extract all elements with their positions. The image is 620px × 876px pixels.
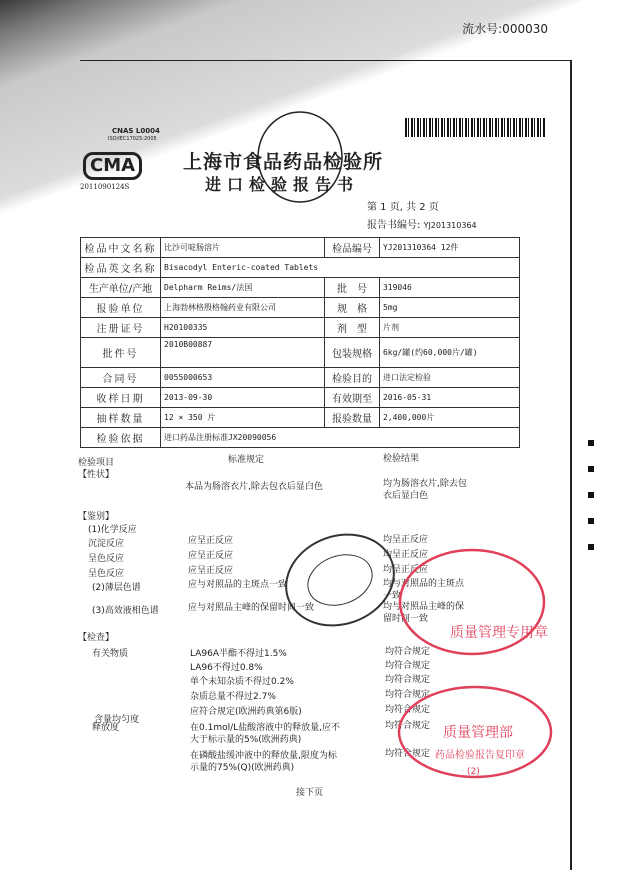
value: 0055000653 xyxy=(161,368,325,388)
label: 检品编号 xyxy=(324,238,379,258)
table-row xyxy=(81,408,520,428)
table-row xyxy=(81,318,520,338)
info-table xyxy=(80,237,520,448)
value: YJ201310364 12件 xyxy=(379,238,519,258)
check-standard-2: 大于标示量的5%(欧洲药典) xyxy=(190,735,302,745)
report-number xyxy=(367,216,477,231)
label: 合同号 xyxy=(81,368,161,388)
label: 生产单位/产地 xyxy=(81,278,161,298)
id-standard: 应与对照品主峰的保留时间一致 xyxy=(188,603,315,613)
label: 抽样数量 xyxy=(81,408,161,428)
id-item: (3)高效液相色谱 xyxy=(92,606,159,616)
value: 2010B00887 xyxy=(161,338,325,368)
section-identification: 【鉴别】 xyxy=(78,512,115,522)
check-standard: 在0.1mol/L盐酸溶液中的释放量,应不 xyxy=(190,723,340,733)
check-standard: 在磷酸盐缓冲液中的释放量,限度为标 xyxy=(190,751,337,761)
cma-number: 2011090124S xyxy=(80,183,130,191)
id-standard: 应呈正反应 xyxy=(188,536,234,546)
table-row xyxy=(81,428,520,448)
table-row xyxy=(81,368,520,388)
table-row xyxy=(81,338,520,368)
report-number-label: 报告书编号: xyxy=(367,220,421,231)
section-appearance: 【性状】 xyxy=(78,470,115,480)
check-standard-2: 示量的75%(Q)(欧洲药典) xyxy=(190,763,295,773)
check-item: 含量均匀度 xyxy=(94,715,140,725)
value: 上海勃林格殷格翰药业有限公司 xyxy=(161,298,325,318)
check-result: 均符合规定 xyxy=(385,690,431,700)
value: Delpharm Reims/法国 xyxy=(161,278,325,298)
label: 检验目的 xyxy=(324,368,379,388)
table-row xyxy=(81,298,520,318)
id-result-2: 一致 xyxy=(383,591,402,601)
value: 进口法定检验 xyxy=(379,368,519,388)
value: 2,400,000片 xyxy=(379,408,519,428)
qa-stamp-icon xyxy=(280,530,400,630)
svg-text:药品检验报告复印章: 药品检验报告复印章 xyxy=(435,750,525,761)
continued-next-page: 接下页 xyxy=(296,788,324,798)
label: 规 格 xyxy=(324,298,379,318)
id-item: 呈色反应 xyxy=(88,569,125,579)
label: 注册证号 xyxy=(81,318,161,338)
id-result: 均与对照品主峰的保 xyxy=(383,602,465,612)
check-standard: LA96不得过0.8% xyxy=(190,663,263,673)
appearance-result: 均为肠溶衣片,除去包 xyxy=(383,479,467,489)
id-item: (2)薄层色谱 xyxy=(92,583,141,593)
id-result-2: 留时间一致 xyxy=(383,614,429,624)
value: Bisacodyl Enteric-coated Tablets xyxy=(161,258,520,278)
id-item: 沉淀反应 xyxy=(88,539,125,549)
id-result: 均与对照品的主斑点 xyxy=(383,579,465,589)
id-result: 均呈正反应 xyxy=(383,565,429,575)
label: 包装规格 xyxy=(324,338,379,368)
col-result: 检验结果 xyxy=(383,454,420,464)
value: 319046 xyxy=(379,278,519,298)
label: 批 号 xyxy=(324,278,379,298)
red-stamp-2-icon xyxy=(395,682,555,782)
label: 批件号 xyxy=(81,338,161,368)
id-standard: 应呈正反应 xyxy=(188,566,234,576)
value: 5mg xyxy=(379,298,519,318)
check-result: 均符合规定 xyxy=(385,749,431,759)
check-result: 均符合规定 xyxy=(385,661,431,671)
cma-logo: CMA xyxy=(83,152,142,180)
check-item: 有关物质 xyxy=(92,649,129,659)
svg-text:质量管理部: 质量管理部 xyxy=(443,725,513,741)
check-result: 均符合规定 xyxy=(385,721,431,731)
table-row xyxy=(81,388,520,408)
section-check: 【检查】 xyxy=(78,633,115,643)
check-standard: 单个未知杂质不得过0.2% xyxy=(190,677,294,687)
value: H20100335 xyxy=(161,318,325,338)
cnas-mark: CNAS L0004 xyxy=(112,127,160,135)
label: 检品英文名称 xyxy=(81,258,161,278)
institute-title: 上海市食品药品检验所 xyxy=(183,151,384,173)
id-result: 均呈正反应 xyxy=(383,550,429,560)
table-row xyxy=(81,238,520,258)
svg-text:(2): (2) xyxy=(467,767,480,777)
value: 片剂 xyxy=(379,318,519,338)
id-standard: 应呈正反应 xyxy=(188,551,234,561)
check-result: 均符合规定 xyxy=(385,705,431,715)
check-item: 释放度 xyxy=(92,723,120,733)
check-result: 均符合规定 xyxy=(385,647,431,657)
page-info: 第 1 页, 共 2 页 xyxy=(367,202,439,213)
serial-number: 流水号:000030 xyxy=(462,22,548,36)
check-standard: 应符合规定(欧洲药典第6版) xyxy=(190,707,302,717)
svg-text:质量管理专用章: 质量管理专用章 xyxy=(450,625,548,641)
value: 2013-09-30 xyxy=(161,388,325,408)
report-number-value: YJ201310364 xyxy=(423,221,477,230)
value: 12 × 350 片 xyxy=(161,408,325,428)
label: 检品中文名称 xyxy=(81,238,161,258)
value: 进口药品注册标准JX20090056 xyxy=(161,428,520,448)
label: 有效期至 xyxy=(324,388,379,408)
table-row xyxy=(81,258,520,278)
label: 收样日期 xyxy=(81,388,161,408)
id-item: 呈色反应 xyxy=(88,554,125,564)
check-result: 均符合规定 xyxy=(385,675,431,685)
appearance-result-2: 衣后显白色 xyxy=(383,491,429,501)
value: 2016-05-31 xyxy=(379,388,519,408)
table-row xyxy=(81,278,520,298)
id-standard: 应与对照品的主斑点一致 xyxy=(188,580,288,590)
label: 报验单位 xyxy=(81,298,161,318)
id-result: 均呈正反应 xyxy=(383,535,429,545)
iso-mark: ISO/IEC17025:2005 xyxy=(108,136,157,142)
barcode xyxy=(405,118,545,137)
red-stamp-icon xyxy=(395,545,550,660)
value: 6kg/罐(约60,000片/罐) xyxy=(379,338,519,368)
value: 比沙可啶肠溶片 xyxy=(161,238,325,258)
appearance-std: 本品为肠溶衣片,除去包衣后显白色 xyxy=(185,482,323,492)
check-standard: 杂质总量不得过2.7% xyxy=(190,692,276,702)
col-standard: 标准规定 xyxy=(228,455,265,465)
check-standard: LA96A半酯不得过1.5% xyxy=(190,649,287,659)
label: 报验数量 xyxy=(324,408,379,428)
label: 剂 型 xyxy=(324,318,379,338)
label: 检验依据 xyxy=(81,428,161,448)
id-chem: (1)化学反应 xyxy=(88,525,137,535)
edge-marks xyxy=(588,440,594,550)
report-title: 进口检验报告书 xyxy=(205,175,360,194)
col-item: 检验项目 xyxy=(78,458,115,468)
